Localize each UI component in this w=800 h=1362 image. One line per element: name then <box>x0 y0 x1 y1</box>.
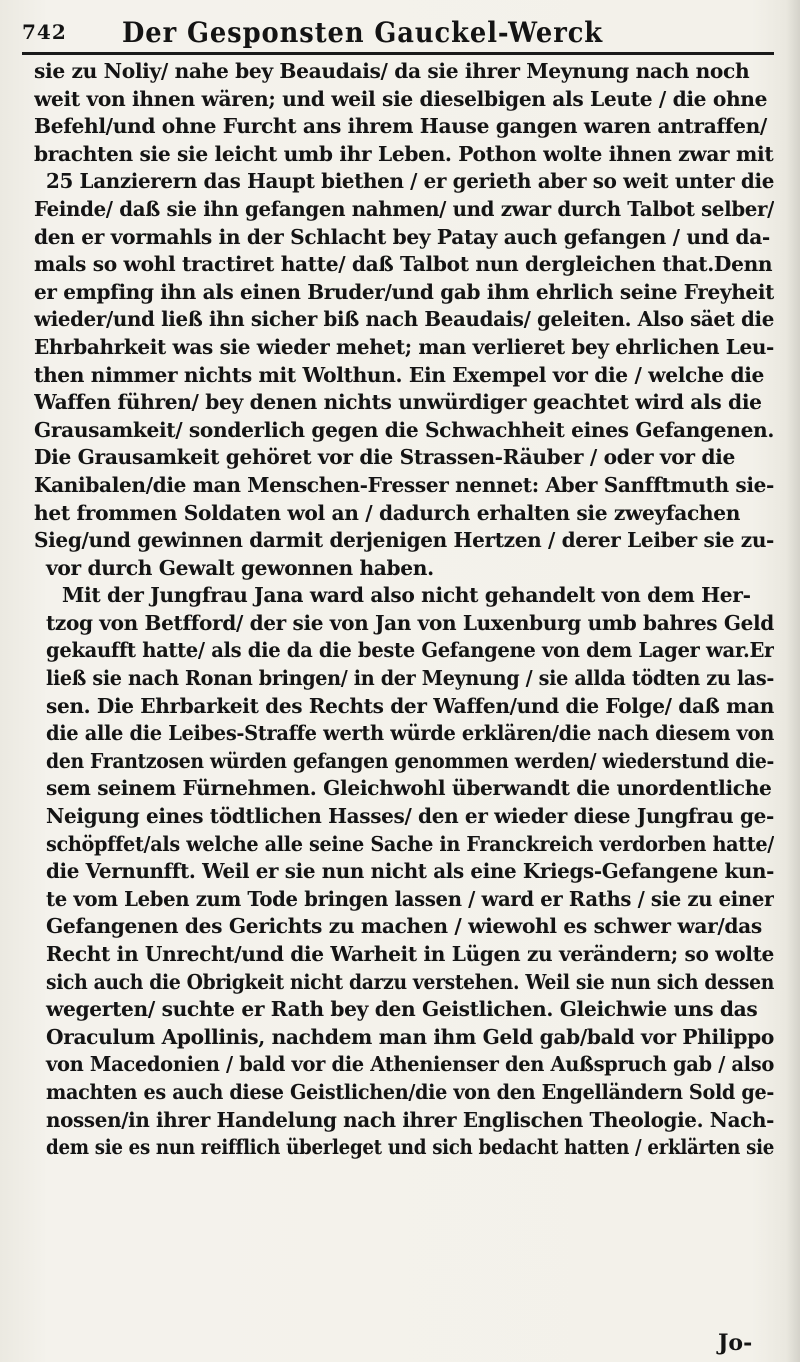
text-line: Befehl/und ohne Furcht ans ihrem Hause gangen waren antraffen/ <box>34 114 767 139</box>
catchword: Jo- <box>718 1330 753 1356</box>
text-line: Sieg/und gewinnen darmit derjenigen Hertzen / derer Leiber sie zu- <box>34 528 774 553</box>
text-line: het frommen Soldaten wol an / dadurch erhalten sie zweyfachen <box>34 500 741 525</box>
text-line: vor durch Gewalt gewonnen haben. <box>46 555 434 580</box>
body-text <box>34 58 774 1162</box>
text-line: die Vernunfft. Weil er sie nun nicht als eine Kriegs-Gefangene kun- <box>46 859 774 884</box>
text-line: Gefangenen des Gerichts zu machen / wiewohl es schwer war/das <box>46 914 762 939</box>
page-edge-shadow <box>786 0 800 1362</box>
text-line: nossen/in ihrer Handelung nach ihrer Englischen Theologie. Nach- <box>46 1107 774 1132</box>
text-line: Recht in Unrecht/und die Warheit in Lügen zu verändern; so wolte <box>46 942 774 966</box>
text-line: brachten sie sie leicht umb ihr Leben. Pothon wolte ihnen zwar mit <box>34 141 774 166</box>
text-line: dem sie es nun reifflich überleget und sich bedacht hatten / erklärten sie <box>46 1135 774 1160</box>
text-line: schöpffet/als welche alle seine Sache in Franckreich verdorben hatte/ <box>46 831 774 856</box>
text-line: wegerten/ suchte er Rath bey den Geistlichen. Gleichwie uns das <box>46 997 758 1022</box>
text-line: machten es auch diese Geistlichen/die von den Engelländern Sold ge- <box>46 1079 774 1104</box>
text-line: Waffen führen/ bey denen nichts unwürdiger geachtet wird als die <box>34 390 762 415</box>
text-line: weit von ihnen wären; und weil sie dieselbigen als Leute / die ohne <box>34 86 768 111</box>
text-line: Neigung eines tödtlichen Hasses/ den er wieder diese Jungfrau ge- <box>46 804 774 829</box>
text-line: Oraculum Apollinis, nachdem man ihm Geld gab/bald vor Philippo <box>46 1024 774 1049</box>
text-line: Die Grausamkeit gehöret vor die Strassen-Räuber / oder vor die <box>34 445 735 470</box>
text-line: von Macedonien / bald vor die Athenienser den Außspruch gab / also <box>46 1052 774 1077</box>
running-title: Der Gesponsten Gauckel-Werck <box>122 16 604 49</box>
text-line: tzog von Betfford/ der sie von Jan von Luxenburg umb bahres Geld <box>46 610 774 635</box>
paragraph-start-line: Mit der Jungfrau Jana ward also nicht gehandelt von dem Her- <box>62 583 751 608</box>
page-header <box>22 14 774 48</box>
text-line: die alle die Leibes-Straffe werth würde erklären/die nach diesem von <box>46 721 774 746</box>
text-line: sich auch die Obrigkeit nicht darzu verstehen. Weil sie nun sich dessen <box>46 969 774 994</box>
header-rule <box>22 52 774 55</box>
page-number: 742 <box>22 20 67 44</box>
text-line: sen. Die Ehrbarkeit des Rechts der Waffen/und die Folge/ daß man <box>46 693 774 718</box>
text-line: 25 Lanzierern das Haupt biethen / er gerieth aber so weit unter die <box>46 169 774 194</box>
text-line: ließ sie nach Ronan bringen/ in der Meynung / sie allda tödten zu las- <box>46 666 774 691</box>
text-line: den Frantzosen würden gefangen genommen werden/ wiederstund die- <box>46 748 774 773</box>
text-line: then nimmer nichts mit Wolthun. Ein Exempel vor die / welche die <box>34 362 765 387</box>
text-line: den er vormahls in der Schlacht bey Patay auch gefangen / und da- <box>34 224 770 249</box>
text-line: er empfing ihn als einen Bruder/und gab ihm ehrlich seine Freyheit <box>34 279 774 304</box>
text-line: Grausamkeit/ sonderlich gegen die Schwachheit eines Gefangenen. <box>34 417 774 442</box>
text-line: sie zu Noliy/ nahe bey Beaudais/ da sie ihrer Meynung nach noch <box>34 59 750 83</box>
text-line: mals so wohl tractiret hatte/ daß Talbot nun dergleichen that.Denn <box>34 252 773 277</box>
text-line: gekaufft hatte/ als die da die beste Gefangene von dem Lager war.Er <box>46 638 774 663</box>
text-line: Feinde/ daß sie ihn gefangen nahmen/ und zwar durch Talbot selber/ <box>34 196 774 221</box>
text-line: Kanibalen/die man Menschen-Fresser nennet: Aber Sanfftmuth sie- <box>34 472 774 497</box>
text-line: wieder/und ließ ihn sicher biß nach Beaudais/ geleiten. Also säet die <box>34 307 774 332</box>
text-line: sem seinem Fürnehmen. Gleichwohl überwandt die unordentliche <box>46 776 772 801</box>
text-line: Ehrbahrkeit was sie wieder mehet; man verlieret bey ehrlichen Leu- <box>34 334 774 359</box>
text-line: te vom Leben zum Tode bringen lassen / ward er Raths / sie zu einer <box>46 886 774 911</box>
